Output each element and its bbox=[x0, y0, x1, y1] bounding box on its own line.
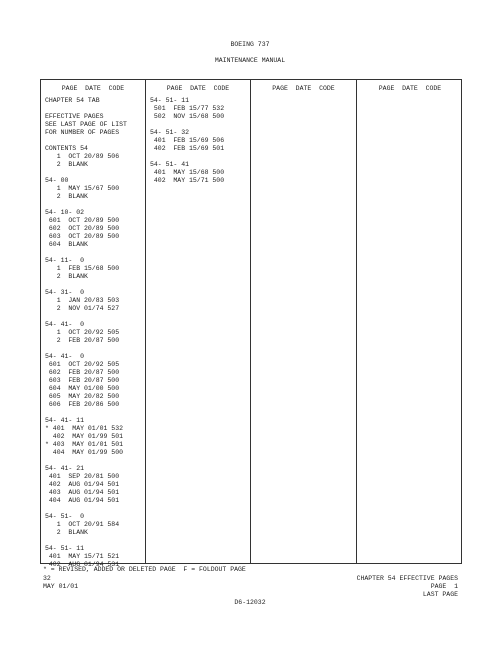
entry-line: 401 FEB 15/69 506 bbox=[150, 137, 225, 144]
entry-group bbox=[45, 97, 143, 105]
entry-line: 604 BLANK bbox=[45, 241, 88, 248]
entry-group bbox=[45, 145, 143, 169]
entry-group bbox=[45, 289, 143, 313]
column-heading: PAGE DATE CODE bbox=[166, 85, 230, 92]
entry-line: 501 FEB 15/77 532 bbox=[150, 105, 225, 112]
entry-line: 402 FEB 15/69 501 bbox=[150, 145, 225, 152]
entry-heading: 54- 41- 11 bbox=[45, 417, 85, 424]
entry-line: 401 SEP 20/81 500 bbox=[45, 473, 120, 480]
entry-heading: 54- 41- 0 bbox=[45, 321, 85, 328]
entry-heading: EFFECTIVE PAGES bbox=[45, 113, 104, 120]
entry-group bbox=[45, 209, 143, 249]
entry-heading: 54- 00 bbox=[45, 177, 69, 184]
revision-date: MAY 01/01 bbox=[43, 583, 79, 590]
entry-line: 1 OCT 20/91 584 bbox=[45, 521, 120, 528]
entry-line: 1 FEB 15/68 500 bbox=[45, 265, 120, 272]
entry-group bbox=[45, 177, 143, 201]
entry-heading: 54- 51- 41 bbox=[150, 161, 190, 168]
entry-line: 403 AUG 01/94 501 bbox=[45, 489, 120, 496]
entry-line: 604 MAY 01/00 500 bbox=[45, 385, 120, 392]
entry-group bbox=[45, 257, 143, 281]
table-column-2 bbox=[146, 80, 251, 563]
entry-line: 401 MAY 15/71 521 bbox=[45, 553, 120, 560]
effective-pages-table bbox=[40, 79, 462, 568]
table-column-4 bbox=[357, 80, 463, 563]
entry-line: 2 BLANK bbox=[45, 161, 88, 168]
entry-heading: 54- 11- 0 bbox=[45, 257, 85, 264]
entry-line: 606 FEB 20/86 500 bbox=[45, 401, 120, 408]
entry-line: 404 AUG 01/94 501 bbox=[45, 497, 120, 504]
entry-group bbox=[45, 465, 143, 505]
entry-heading: 54- 41- 21 bbox=[45, 465, 85, 472]
entry-line: 404 MAY 01/99 500 bbox=[45, 449, 124, 456]
chapter-label: CHAPTER 54 EFFECTIVE PAGES bbox=[356, 575, 458, 582]
entry-group bbox=[150, 161, 248, 185]
entry-heading: 54- 31- 0 bbox=[45, 289, 85, 296]
entry-heading: 54- 10- 02 bbox=[45, 209, 85, 216]
entry-group bbox=[45, 353, 143, 409]
entry-line: 402 MAY 01/99 501 bbox=[45, 433, 124, 440]
entry-heading: CHAPTER 54 TAB bbox=[45, 97, 100, 104]
entry-group bbox=[45, 321, 143, 345]
entry-line: 1 OCT 20/89 506 bbox=[45, 153, 120, 160]
entry-line: 402 AUG 01/94 531 bbox=[45, 561, 120, 568]
column-heading: PAGE DATE CODE bbox=[272, 85, 335, 92]
entry-group bbox=[150, 97, 248, 121]
entry-line: 402 MAY 15/71 500 bbox=[150, 177, 225, 184]
entry-heading: 54- 51- 32 bbox=[150, 129, 190, 136]
entry-line: SEE LAST PAGE OF LIST bbox=[45, 121, 127, 128]
entry-heading: 54- 51- 11 bbox=[150, 97, 190, 104]
entry-group bbox=[150, 129, 248, 153]
last-page-label: LAST PAGE bbox=[422, 591, 458, 598]
table-column-3 bbox=[251, 80, 357, 563]
entry-heading: 54- 51- 0 bbox=[45, 513, 85, 520]
column-entries bbox=[150, 97, 248, 193]
entry-line: 502 NOV 15/68 500 bbox=[150, 113, 225, 120]
entry-line: 2 BLANK bbox=[45, 273, 88, 280]
manual-subtitle: MAINTENANCE MANUAL bbox=[214, 57, 286, 64]
manual-title: BOEING 737 bbox=[230, 41, 270, 48]
entry-line: 603 OCT 20/89 500 bbox=[45, 233, 120, 240]
column-heading: PAGE DATE CODE bbox=[61, 85, 125, 92]
entry-line: 2 BLANK bbox=[45, 193, 88, 200]
entry-line: FOR NUMBER OF PAGES bbox=[45, 129, 120, 136]
entry-group bbox=[45, 513, 143, 537]
entry-line: * 403 MAY 01/01 501 bbox=[45, 441, 124, 448]
entry-heading: CONTENTS 54 bbox=[45, 145, 88, 152]
entry-line: 1 MAY 15/67 500 bbox=[45, 185, 120, 192]
entry-line: 2 FEB 20/87 500 bbox=[45, 337, 120, 344]
entry-line: 1 JAN 20/83 503 bbox=[45, 297, 120, 304]
table-column-1 bbox=[41, 80, 146, 568]
entry-line: 602 OCT 20/89 500 bbox=[45, 225, 120, 232]
entry-line: 605 MAY 20/82 500 bbox=[45, 393, 120, 400]
entry-line: 601 OCT 20/92 505 bbox=[45, 361, 120, 368]
entry-line: 1 OCT 20/92 505 bbox=[45, 329, 120, 336]
column-entries bbox=[45, 97, 143, 577]
entry-group bbox=[45, 417, 143, 457]
entry-line: 2 NOV 01/74 527 bbox=[45, 305, 120, 312]
entry-line: 601 OCT 20/89 500 bbox=[45, 217, 120, 224]
page-label: PAGE 1 bbox=[430, 583, 458, 590]
page-number: 32 bbox=[43, 575, 51, 582]
entry-line: 2 BLANK bbox=[45, 529, 88, 536]
entry-heading: 54- 51- 11 bbox=[45, 545, 85, 552]
entry-line: 401 MAY 15/68 500 bbox=[150, 169, 225, 176]
footnote: * = REVISED, ADDED OR DELETED PAGE F = FOLDOUT PAGE bbox=[43, 566, 246, 573]
entry-heading: 54- 41- 0 bbox=[45, 353, 85, 360]
entry-group bbox=[45, 113, 143, 137]
entry-line: * 401 MAY 01/01 532 bbox=[45, 425, 124, 432]
entry-line: 402 AUG 01/94 501 bbox=[45, 481, 120, 488]
document-number: D6-12032 bbox=[234, 599, 266, 606]
entry-line: 603 FEB 20/87 500 bbox=[45, 377, 120, 384]
column-heading: PAGE DATE CODE bbox=[378, 85, 442, 92]
entry-line: 602 FEB 20/87 500 bbox=[45, 369, 120, 376]
